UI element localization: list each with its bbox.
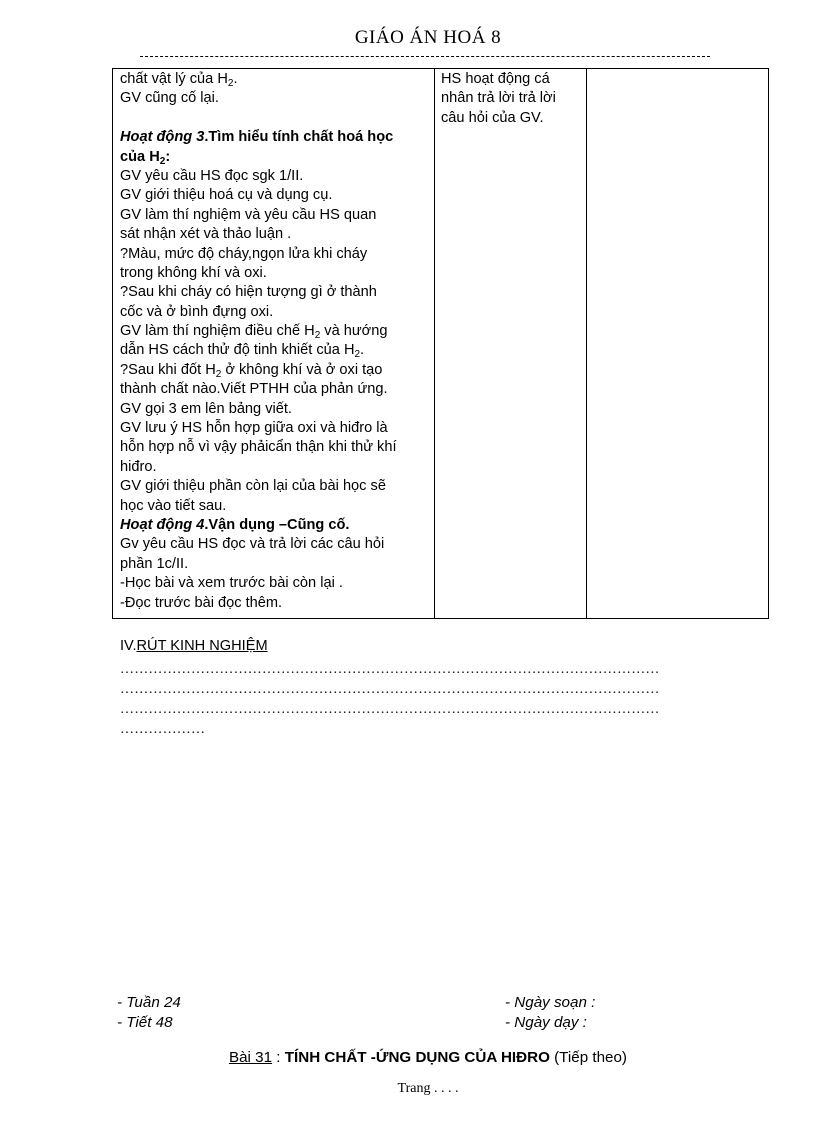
blank-line <box>120 109 428 128</box>
text-line: -Học bài và xem trước bài còn lại . <box>120 575 343 592</box>
text-line: ?Màu, mức độ cháy,ngọn lửa khi cháy <box>120 245 368 262</box>
lesson-activity-table <box>112 68 769 619</box>
lesson-title: Bài 31 : TÍNH CHẤT -ỨNG DỤNG CỦA HIĐRO (Tiếp theo) <box>228 1049 627 1066</box>
lesson-meta-right <box>505 993 595 1033</box>
text-line: Gv yêu cầu HS đọc và trả lời các câu hỏi <box>120 536 385 553</box>
text-line: GV cũng cố lại. <box>120 90 219 107</box>
text-line: nhân trả lời trả lời <box>441 90 556 107</box>
column-divider <box>586 69 587 618</box>
review-dotted-line: …………………………………………………………………………………………………… <box>120 702 660 717</box>
text-line: GV làm thí nghiệm điều chế $H_2$ và hướng <box>120 323 388 342</box>
text-line: trong không khí và oxi. <box>120 264 267 281</box>
text-line: thành chất nào.Viết PTHH của phản ứng. <box>120 381 388 398</box>
text-line: cốc và ở bình đựng oxi. <box>120 303 274 320</box>
text-line: GV yêu cầu HS đọc sgk 1/II. <box>120 167 304 184</box>
text-line: ?Sau khi cháy có hiện tượng gì ở thành <box>120 284 377 301</box>
text-line: GV gọi 3 em lên bảng viết. <box>120 400 292 417</box>
text-line: ?Sau khi đốt $H_2$ ở không khí và ở oxi tạo <box>120 361 383 380</box>
activity-4-heading: Hoạt động 4.Vận dụng –Cũng cố. <box>120 516 350 533</box>
text-line: dẫn HS cách thử độ tinh khiết của $H_2$. <box>120 342 365 361</box>
activity-3-heading-cont: của $H_2$: <box>120 148 171 167</box>
prepared-date-label: - Ngày soạn : <box>505 994 596 1011</box>
student-activity-column <box>441 70 581 128</box>
column-divider <box>434 69 435 618</box>
review-dotted-line: …………………………………………………………………………………………………… <box>120 682 660 697</box>
review-section-heading: IV.RÚT KINH NGHIỆM <box>120 638 268 654</box>
text-line: -Đọc trước bài đọc thêm. <box>120 594 283 611</box>
review-dotted-line: …………………………………………………………………………………………………… <box>120 662 660 677</box>
taught-date-label: - Ngày dạy : <box>505 1014 587 1031</box>
lesson-meta-left <box>117 993 181 1033</box>
text-line: hiđro. <box>120 458 157 475</box>
page-header-title: GIÁO ÁN HOÁ 8 <box>354 27 502 48</box>
text-line: phần 1c/II. <box>120 555 189 572</box>
text-line: sát nhận xét và thảo luận . <box>120 226 292 243</box>
page-number: Trang . . . . <box>397 1081 459 1096</box>
text-line: HS hoạt động cá <box>441 71 550 87</box>
text-line: hỗn hợp nỗ vì vậy phảicẩn thận khi thử khí <box>120 439 397 456</box>
text-line: học vào tiết sau. <box>120 497 227 514</box>
text-line: GV giới thiệu phần còn lại của bài học sẽ <box>120 478 386 495</box>
week-label: - Tuần 24 <box>117 994 181 1011</box>
text-line: chất vật lý của $H_2$. <box>120 71 238 89</box>
text-line: GV làm thí nghiệm và yêu cầu HS quan <box>120 206 377 223</box>
teacher-activity-column <box>120 70 428 613</box>
text-line: GV giới thiệu hoá cụ và dụng cụ. <box>120 187 333 204</box>
text-line: GV lưu ý HS hỗn hợp giữa oxi và hiđro là <box>120 420 388 437</box>
activity-3-heading: Hoạt động 3.Tìm hiểu tính chất hoá học <box>120 129 394 146</box>
header-divider <box>140 56 710 57</box>
text-line: câu hỏi của GV. <box>441 109 544 126</box>
period-label: - Tiết 48 <box>117 1014 173 1031</box>
review-dotted-line: ……………… <box>120 722 206 737</box>
